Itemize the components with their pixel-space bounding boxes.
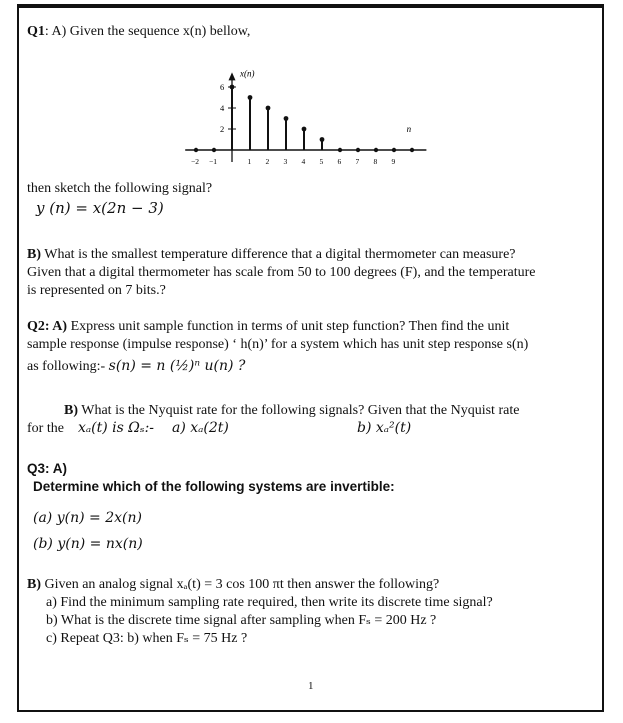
stem-marker — [194, 148, 198, 152]
q1-a-text: : A) Given the sequence x(n) bellow, — [44, 24, 251, 39]
q3-b-item-c: c) Repeat Q3: b) when Fₛ = 75 Hz ? — [46, 631, 248, 646]
q2-b-label: B) — [64, 403, 78, 418]
stem-marker — [374, 148, 378, 152]
stem-marker — [392, 148, 396, 152]
x-axis-label: n — [406, 124, 412, 134]
x-tick-label: 3 — [283, 157, 288, 166]
y-tick-label: 2 — [220, 124, 225, 134]
stem-marker — [356, 148, 360, 152]
q3-item-b: (b) y(n) = nx(n) — [33, 536, 143, 552]
page-number: 1 — [308, 680, 314, 692]
y-axis-label: x(n) — [240, 68, 255, 79]
q2-b-line2-sym: xₐ(t) is Ωₛ:- — [78, 420, 155, 436]
q3-label: Q3: A) — [27, 461, 67, 476]
stem-marker — [266, 106, 271, 111]
q3-determine: Determine which of the following systems are invertible: — [33, 479, 395, 494]
x-tick-label: 1 — [247, 157, 252, 166]
stem-layer — [185, 68, 426, 166]
stem-marker — [320, 137, 325, 142]
stem-marker — [284, 116, 289, 121]
x-tick-label: 7 — [355, 157, 360, 166]
stem-marker — [302, 127, 307, 132]
q1-b-line3: is represented on 7 bits.? — [27, 283, 166, 298]
stem-marker — [338, 148, 342, 152]
q2-a-line3 — [27, 358, 245, 375]
q3-b-item-b: b) What is the discrete time signal after sampling when Fₛ = 200 Hz ? — [46, 613, 437, 628]
stem-marker — [230, 85, 235, 90]
q2-label: Q2: A) — [27, 319, 68, 334]
q2-a-text1: Express unit sample function in terms of unit step function? Then find the unit — [67, 319, 510, 334]
stem-plot — [160, 62, 460, 180]
q1-b-label: B) — [27, 247, 41, 262]
q1-then-text: then sketch the following signal? — [27, 181, 213, 196]
q2-a-text3: as following:- — [27, 359, 106, 374]
q3-b-text1: Given an analog signal xₐ(t) = 3 cos 100 πt then answer the following? — [41, 577, 440, 592]
x-tick-label: 8 — [373, 157, 378, 166]
q2-a-line2: sample response (impulse response) ‘ h(n)’ for a system which has unit step response s(n) — [27, 337, 529, 352]
q3-b-line1 — [27, 576, 439, 593]
q2-b-item-b: b) xₐ²(t) — [357, 420, 412, 436]
q1-label: Q1 — [27, 24, 45, 39]
q2-b-text1: What is the Nyquist rate for the following signals? Given that the Nyquist rate — [78, 403, 520, 418]
q1-b-line2: Given that a digital thermometer has scale from 50 to 100 degrees (F), and the temperature — [27, 265, 536, 280]
stem-marker — [212, 148, 216, 152]
x-tick-label: −2 — [191, 157, 199, 166]
x-tick-label: 4 — [301, 157, 306, 166]
q2-b-line2-start: for the — [27, 421, 64, 436]
q3-item-a: (a) y(n) = 2x(n) — [33, 510, 142, 526]
q2-a-line1 — [27, 318, 509, 335]
q2-a-equation: s(n) = n (½)ⁿ u(n) ? — [108, 358, 246, 374]
x-tick-label: 6 — [337, 157, 342, 166]
stem-marker — [410, 148, 414, 152]
x-tick-label: −1 — [209, 157, 217, 166]
q1-b-text1: What is the smallest temperature difference that a digital thermometer can measure? — [41, 247, 516, 262]
y-tick-label: 6 — [220, 82, 225, 92]
q1-heading — [27, 23, 250, 40]
x-tick-label: 2 — [265, 157, 270, 166]
q3-b-label: B) — [27, 577, 41, 592]
x-tick-label: 9 — [391, 157, 396, 166]
q3-b-item-a: a) Find the minimum sampling rate required, then write its discrete time signal? — [46, 595, 493, 610]
stem-marker — [248, 95, 253, 100]
q1-equation: y (n) = x(2n − 3) — [36, 199, 164, 217]
y-tick-label: 4 — [220, 103, 225, 113]
q2-b-line1 — [64, 402, 519, 419]
q2-b-item-a: a) xₐ(2t) — [172, 420, 229, 436]
x-tick-label: 5 — [319, 157, 324, 166]
q1-b-line1 — [27, 246, 516, 263]
y-axis-arrow — [229, 72, 236, 80]
